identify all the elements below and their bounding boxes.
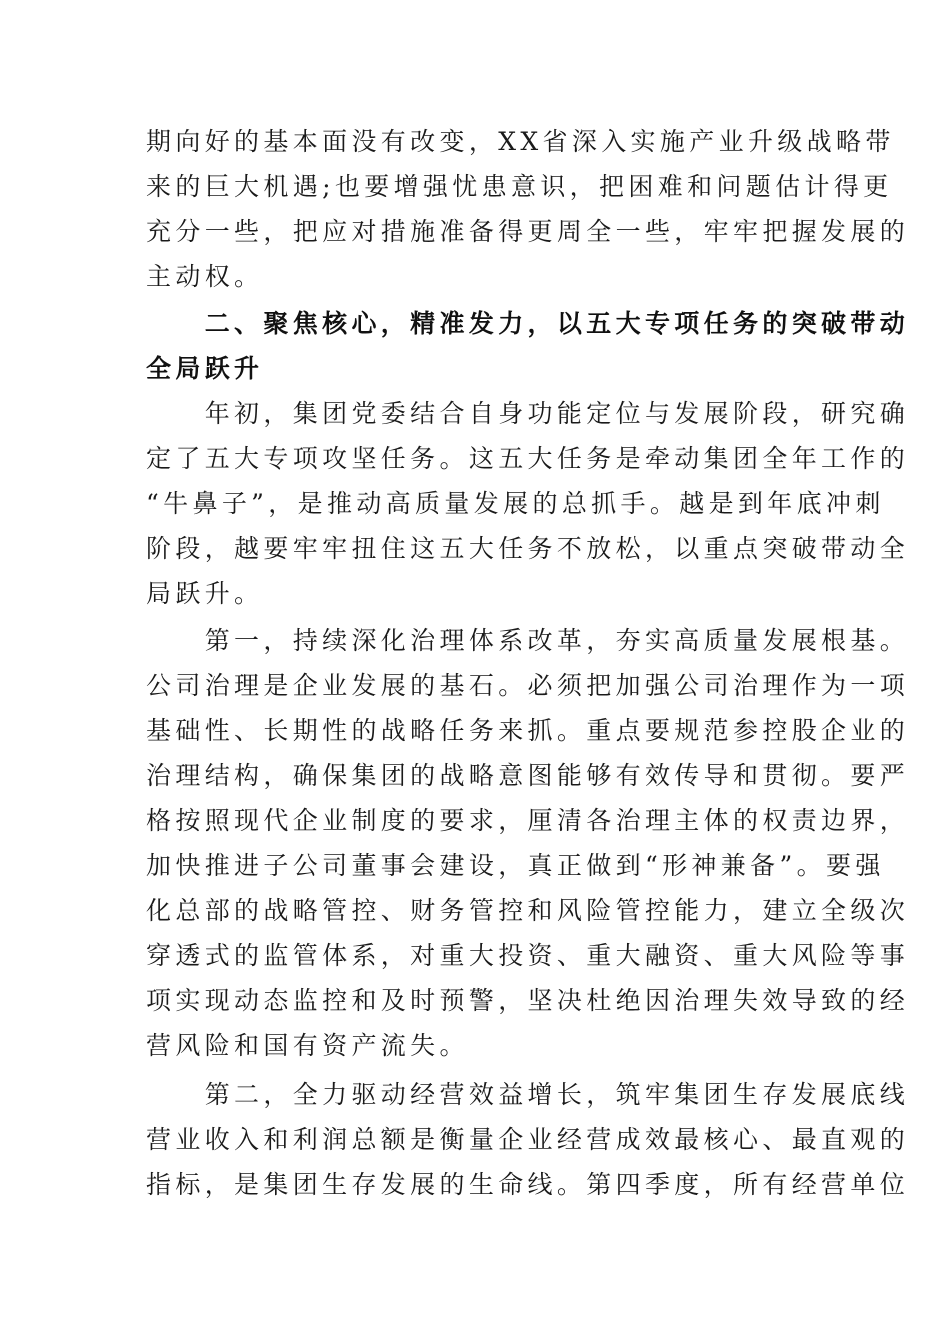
text-line: 项实现动态监控和及时预警，坚决杜绝因治理失效导致的经 [146,986,910,1015]
text-line: 化总部的战略管控、财务管控和风险管控能力，建立全级次 [146,896,910,925]
paragraph-3 [146,618,910,1068]
text-line: 来的巨大机遇;也要增强忧患意识，把困难和问题估计得更 [146,172,893,201]
paragraph-2 [146,391,910,616]
paragraph-4 [146,1072,910,1207]
paragraph-1 [146,119,910,299]
text-line: 局跃升。 [146,579,264,608]
text-line: 治理结构，确保集团的战略意图能够有效传导和贯彻。要严 [146,761,910,790]
text-line: 年初，集团党委结合自身功能定位与发展阶段，研究确 [146,399,910,428]
text-line: 穿透式的监管体系，对重大投资、重大融资、重大风险等事 [146,941,910,970]
text-line: 第二，全力驱动经营效益增长，筑牢集团生存发展底线 [146,1080,910,1109]
text-line: 指标，是集团生存发展的生命线。第四季度，所有经营单位 [146,1170,910,1199]
text-line: 格按照现代企业制度的要求，厘清各治理主体的权责边界， [146,806,910,835]
text-line: “牛鼻子”，是推动高质量发展的总抓手。越是到年底冲刺 [146,489,885,518]
text-line: 第一，持续深化治理体系改革，夯实高质量发展根基。 [146,626,910,655]
section-heading [146,301,910,391]
text-line: 期向好的基本面没有改变，XX省深入实施产业升级战略带 [146,127,895,156]
text-line: 加快推进子公司董事会建设，真正做到“形神兼备”。要强 [146,851,885,880]
text-line: 公司治理是企业发展的基石。必须把加强公司治理作为一项 [146,671,910,700]
text-line: 阶段，越要牢牢扭住这五大任务不放松，以重点突破带动全 [146,534,910,563]
heading-line: 二、聚焦核心，精准发力，以五大专项任务的突破带动 [146,309,910,338]
text-line: 营风险和国有资产流失。 [146,1031,469,1060]
text-line: 定了五大专项攻坚任务。这五大任务是牵动集团全年工作的 [146,444,910,473]
heading-line: 全局跃升 [146,354,264,383]
text-line: 营业收入和利润总额是衡量企业经营成效最核心、最直观的 [146,1125,910,1154]
text-line: 充分一些，把应对措施准备得更周全一些，牢牢把握发展的 [146,217,910,246]
text-line: 基础性、长期性的战略任务来抓。重点要规范参控股企业的 [146,716,910,745]
text-line: 主动权。 [146,262,264,291]
